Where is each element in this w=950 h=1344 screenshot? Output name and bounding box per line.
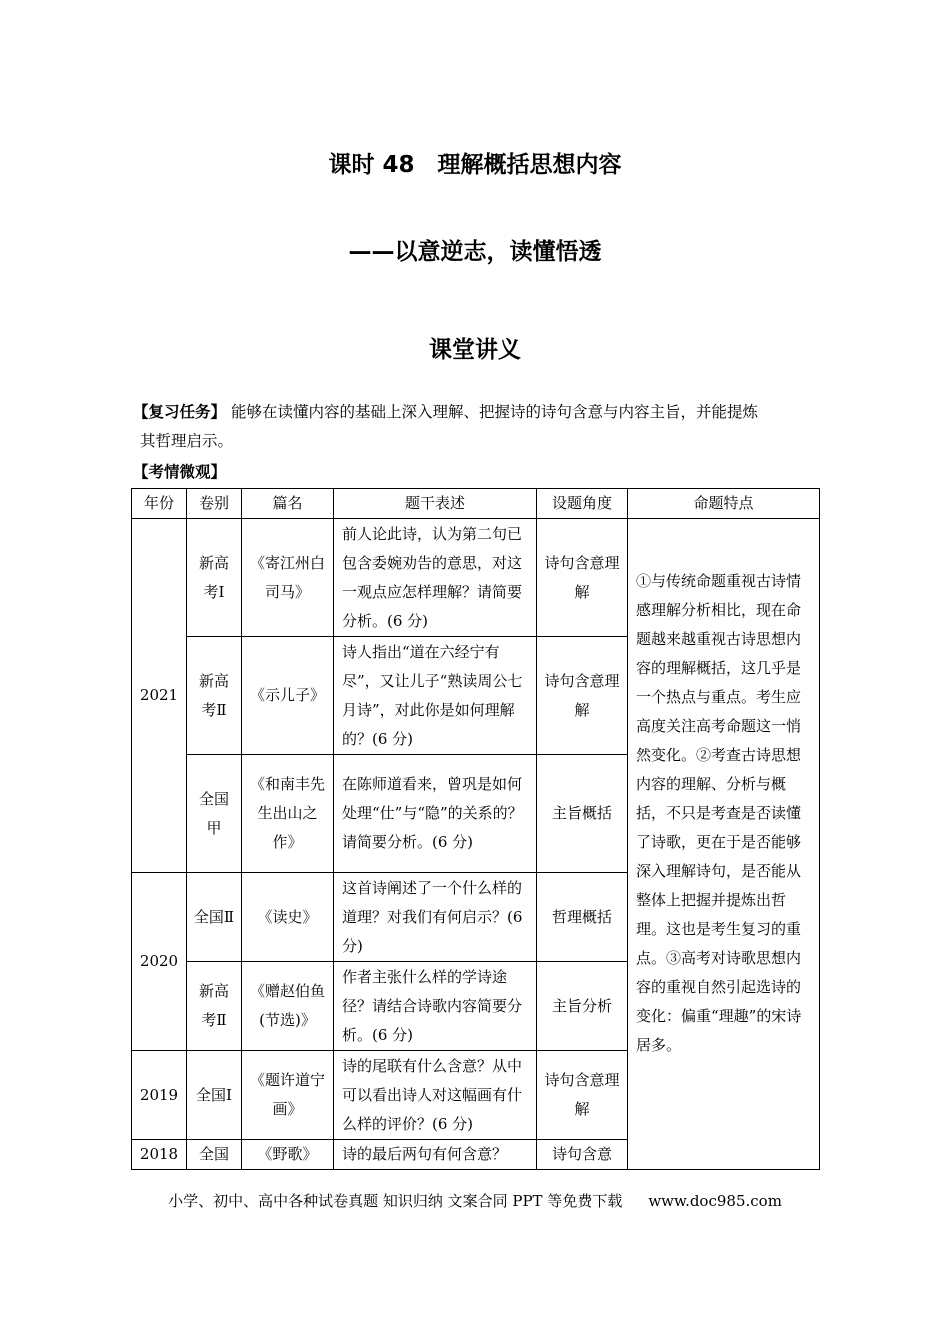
question-cell: 诗人指出“道在六经宁有尽”，又让儿子“熟读周公七月诗”，对此你是如何理解的？(6 分) [334, 637, 537, 755]
table-row [132, 519, 820, 637]
footer-link[interactable]: www.doc985.com [648, 1192, 782, 1210]
angle-cell: 主旨分析 [537, 962, 628, 1051]
review-task-text-line2: 其哲理启示。 [140, 432, 234, 450]
header-question: 题干表述 [334, 489, 537, 519]
poem-cell: 《赠赵伯鱼(节选)》 [242, 962, 334, 1051]
poem-cell: 《示儿子》 [242, 637, 334, 755]
paper-cell: 全国甲 [187, 755, 242, 873]
year-cell: 2019 [132, 1051, 187, 1140]
question-cell: 诗的尾联有什么含意？从中可以看出诗人对这幅画有什么样的评价？(6 分) [334, 1051, 537, 1140]
paper-cell: 新高考Ⅱ [187, 637, 242, 755]
poem-cell: 《野歌》 [242, 1140, 334, 1170]
exam-table [131, 488, 820, 1170]
angle-cell: 哲理概括 [537, 873, 628, 962]
angle-cell: 诗句含意理解 [537, 1051, 628, 1140]
header-angle: 设题角度 [537, 489, 628, 519]
paper-cell: 全国Ⅱ [187, 873, 242, 962]
header-poem: 篇名 [242, 489, 334, 519]
paper-cell: 全国Ⅰ [187, 1051, 242, 1140]
question-cell: 在陈师道看来，曾巩是如何处理“仕”与“隐”的关系的？请简要分析。(6 分) [334, 755, 537, 873]
header-paper: 卷别 [187, 489, 242, 519]
poem-cell: 《读史》 [242, 873, 334, 962]
question-cell: 诗的最后两句有何含意？ [334, 1140, 537, 1170]
angle-cell: 诗句含意理解 [537, 637, 628, 755]
footer-text: 小学、初中、高中各种试卷真题 知识归纳 文案合同 PPT 等免费下载 [168, 1192, 623, 1210]
year-cell: 2021 [132, 519, 187, 873]
year-cell: 2018 [132, 1140, 187, 1170]
poem-cell: 《寄江州白司马》 [242, 519, 334, 637]
paper-cell: 新高考Ⅱ [187, 962, 242, 1051]
angle-cell: 主旨概括 [537, 755, 628, 873]
table-header-row [132, 489, 820, 519]
header-features: 命题特点 [628, 489, 820, 519]
page-subtitle: ——以意逆志，读懂悟透 [348, 239, 602, 265]
question-cell: 前人论此诗，认为第二句已包含委婉劝告的意思，对这一观点应怎样理解？请简要分析。(6 分) [334, 519, 537, 637]
review-task [133, 398, 823, 456]
poem-cell: 《题许道宁画》 [242, 1051, 334, 1140]
section-heading: 课堂讲义 [429, 337, 521, 363]
features-cell: ①与传统命题重视古诗情感理解分析相比，现在命题越来越重视古诗思想内容的理解概括，这几乎是一个热点与重点。考生应高度关注高考命题这一悄然变化。②考查古诗思想内容的理解、分析与概括，不只是考查是否读懂了诗歌，更在于是否能够深入理解诗句，是否能从整体上把握并提炼出哲理。这也是考生复习的重点。③高考对诗歌思想内容的重视自然引起选诗的变化：偏重“理趣”的宋诗居多。 [628, 519, 820, 1170]
page-title: 课时 48 理解概括思想内容 [328, 152, 622, 178]
question-cell: 这首诗阐述了一个什么样的道理？对我们有何启示？(6 分) [334, 873, 537, 962]
review-task-text-line1: 能够在读懂内容的基础上深入理解、把握诗的诗句含意与内容主旨，并能提炼 [230, 403, 758, 421]
page-footer [0, 1190, 950, 1211]
paper-cell: 新高考Ⅰ [187, 519, 242, 637]
paper-cell: 全国 [187, 1140, 242, 1170]
year-cell: 2020 [132, 873, 187, 1051]
question-cell: 作者主张什么样的学诗途径？请结合诗歌内容简要分析。(6 分) [334, 962, 537, 1051]
header-year: 年份 [132, 489, 187, 519]
overview-tag: 【考情微观】 [133, 463, 227, 481]
angle-cell: 诗句含意理解 [537, 519, 628, 637]
angle-cell: 诗句含意 [537, 1140, 628, 1170]
poem-cell: 《和南丰先生出山之作》 [242, 755, 334, 873]
review-task-tag: 【复习任务】 [133, 403, 227, 421]
